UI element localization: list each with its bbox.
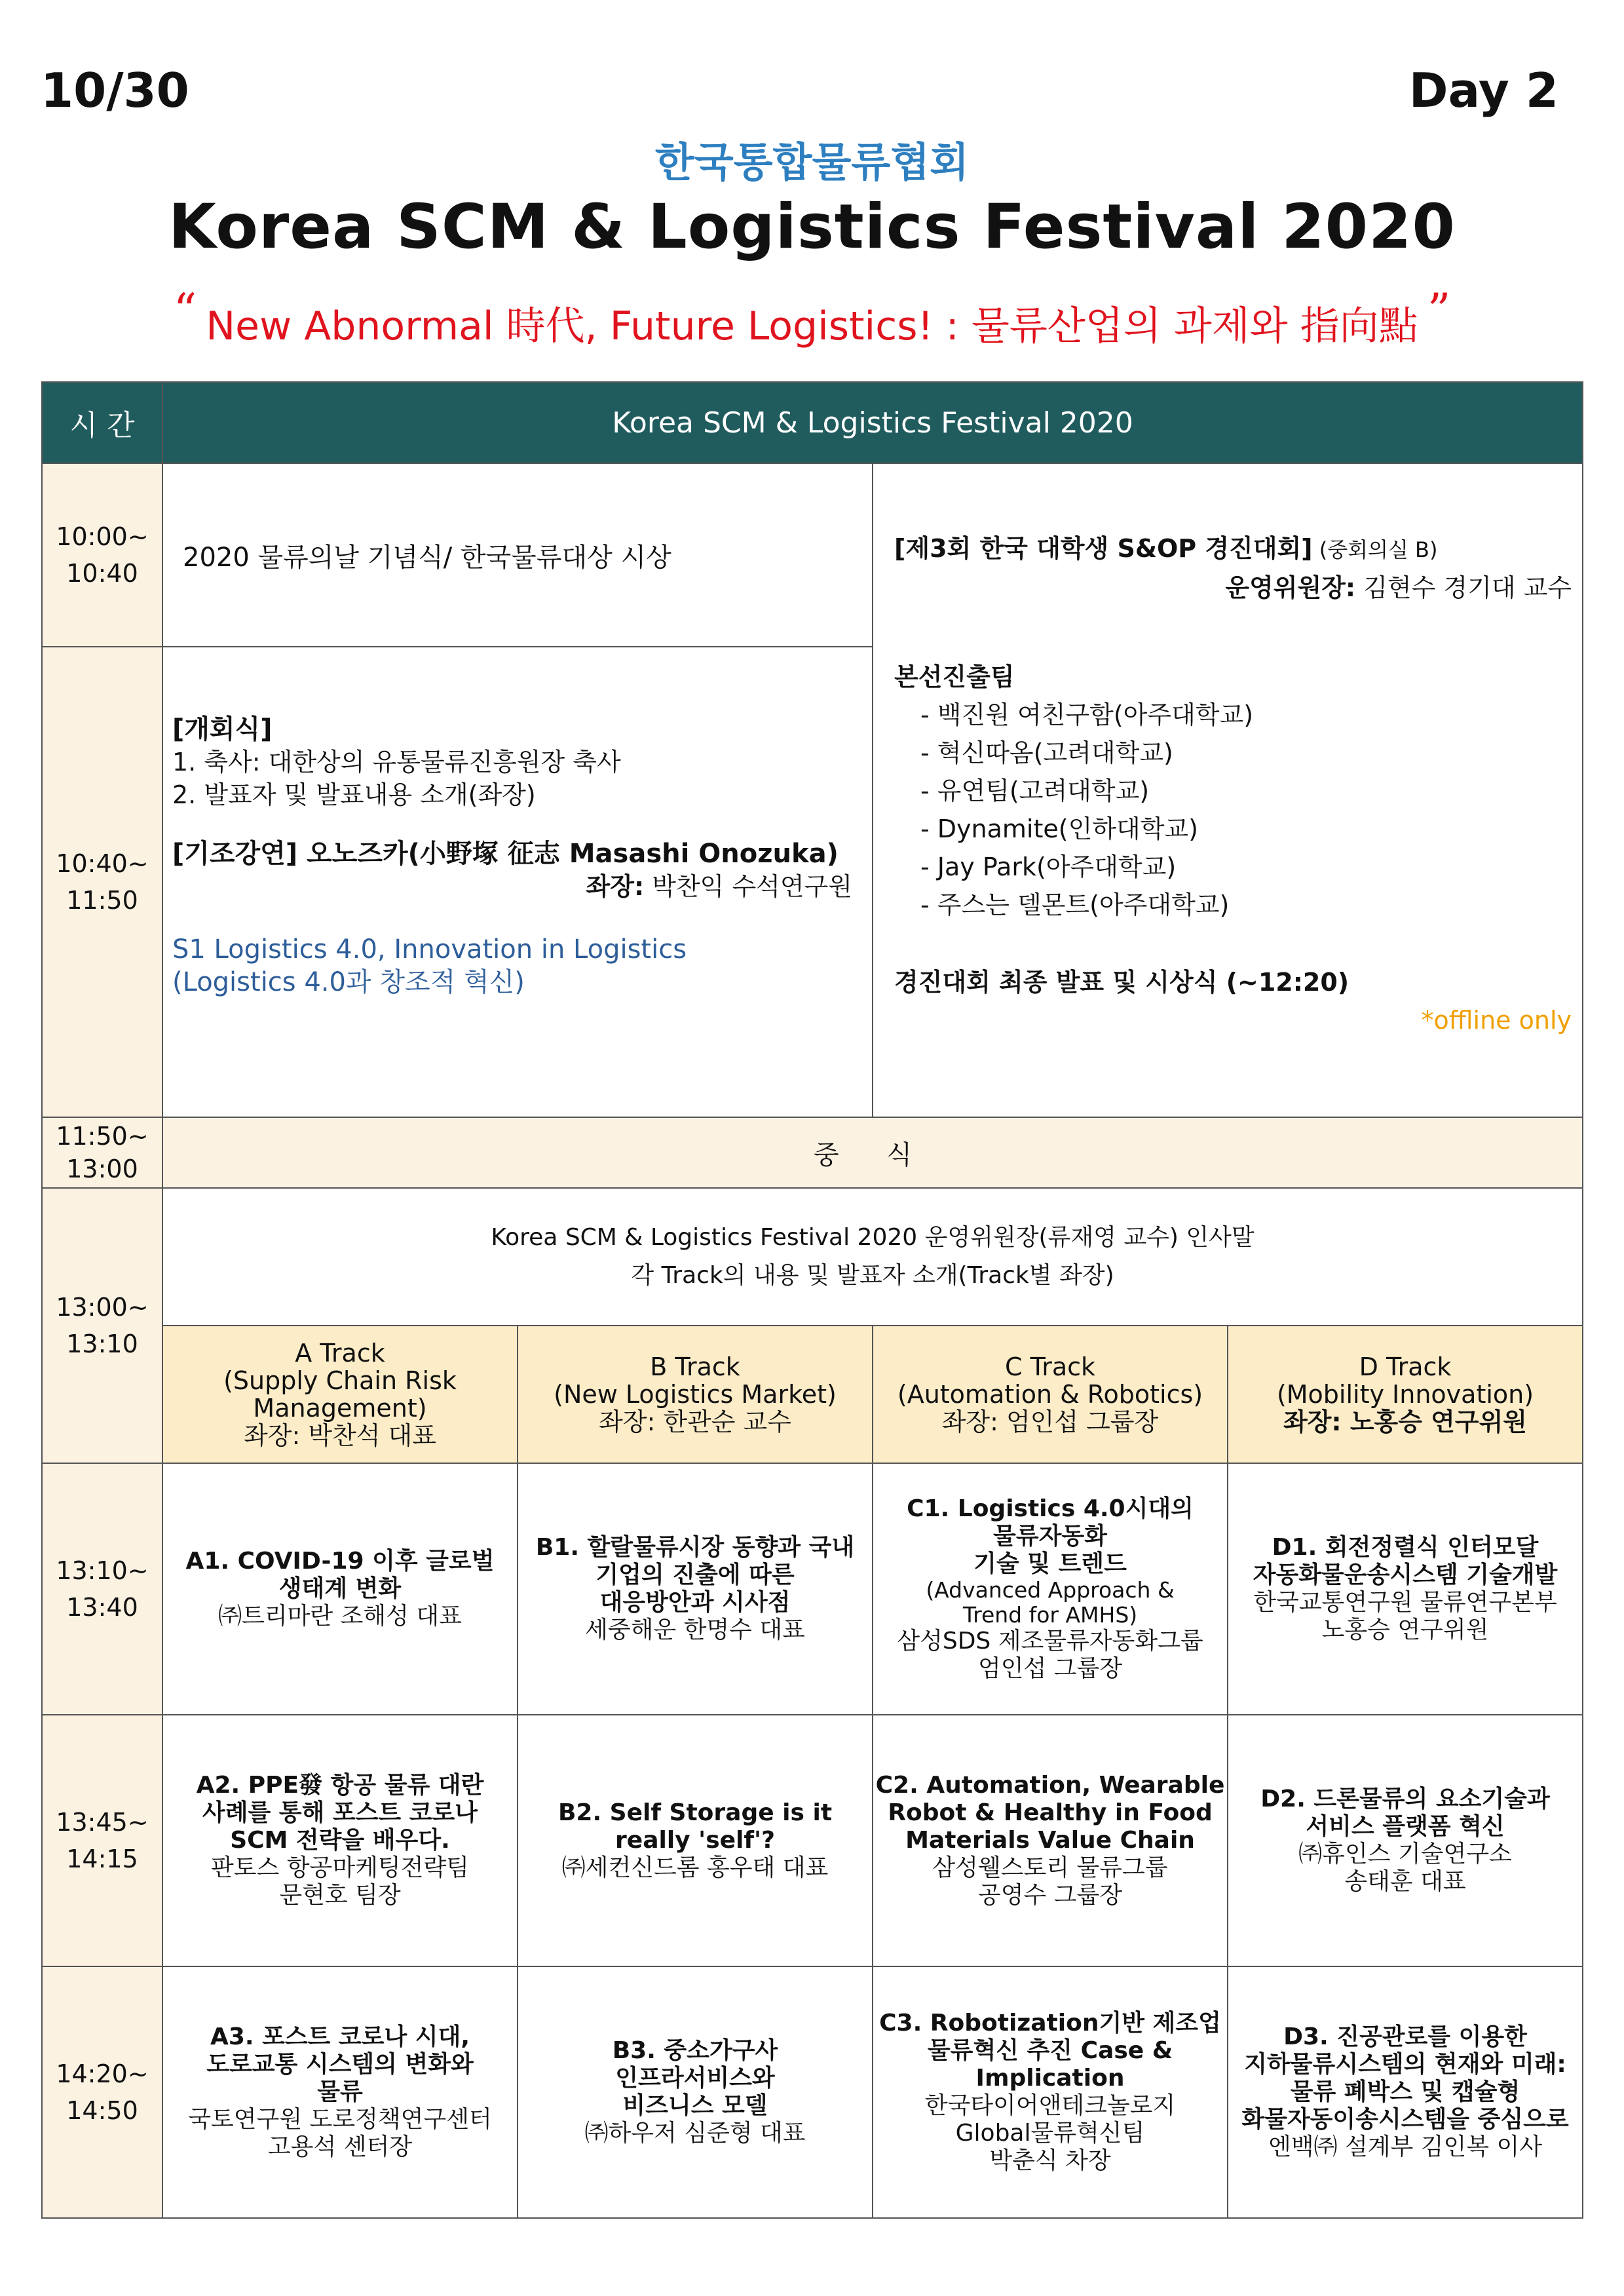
session-b2: B2. Self Storage is it really 'self'? ㈜세컨신드롬 홍우태 대표 <box>518 1715 873 1966</box>
session-a3: A3. 포스트 코로나 시대, 도로교통 시스템의 변화와 물류 국토연구원 도로정책연구센터 고용석 센터장 <box>162 1966 518 2218</box>
close-quote: ” <box>1427 284 1451 337</box>
ceremony-cell <box>162 463 873 647</box>
track-header-row <box>42 1326 1583 1463</box>
list-item: - Dynamite(인하대학교) <box>920 814 1198 843</box>
list-item: - 혁신따옴(고려대학교) <box>920 738 1173 767</box>
greeting-line: Korea SCM & Logistics Festival 2020 운영위원장(류재영 교수) 인사말 <box>491 1224 1255 1251</box>
date: 10/30 <box>41 63 189 118</box>
contest-chair: 운영위원장: 김현수 경기대 교수 <box>1225 573 1572 602</box>
session-a1: A1. COVID-19 이후 글로벌 생태계 변화 ㈜트리마란 조해성 대표 <box>162 1463 518 1715</box>
keynote-title: [기조강연] 오노즈카(小野塚 征志 Masashi Onozuka) <box>172 839 839 869</box>
greeting-cell <box>162 1188 1583 1326</box>
contest-final: 경진대회 최종 발표 및 시상식 (~12:20) <box>894 968 1350 997</box>
day-label: Day 2 <box>1408 63 1558 118</box>
session-c3: C3. Robotization기반 제조업 물류혁신 추진 Case & Implication 한국타이어앤테크놀로지 Global물류혁신팀 박춘식 차장 <box>873 1966 1228 2218</box>
time-cell: 10:00~ 10:40 <box>42 463 162 647</box>
session-d1: D1. 회전정렬식 인터모달 자동화물운송시스템 기술개발 한국교통연구원 물류연구본부 노홍승 연구위원 <box>1228 1463 1583 1715</box>
time-cell: 13:10~ 13:40 <box>42 1463 162 1715</box>
page-title: Korea SCM & Logistics Festival 2020 <box>168 191 1456 263</box>
contest-title: [제3회 한국 대학생 S&OP 경진대회] (중회의실 B) <box>894 534 1438 563</box>
schedule-table <box>41 381 1583 2219</box>
ceremony-text: 2020 물류의날 기념식/ 한국물류대상 시상 <box>183 542 671 573</box>
sop-contest-cell <box>873 463 1583 1117</box>
time-cell: 10:40~ 11:50 <box>42 647 162 1117</box>
table-row <box>42 1463 1583 1715</box>
opening-item: 2. 발표자 및 발표내용 소개(좌장) <box>172 780 536 809</box>
table-row <box>42 1715 1583 1966</box>
session-d2: D2. 드론물류의 요소기술과 서비스 플랫폼 혁신 ㈜휴인스 기술연구소 송태훈 대표 <box>1228 1715 1583 1966</box>
time-cell: 14:20~ 14:50 <box>42 1966 162 2218</box>
opening-item: 1. 축사: 대한상의 유통물류진흥원장 축사 <box>172 748 621 776</box>
list-item: - 유연팀(고려대학교) <box>920 776 1150 805</box>
time-header: 시 간 <box>42 382 162 463</box>
table-row <box>42 1966 1583 2218</box>
offline-note: *offline only <box>1421 1006 1572 1035</box>
session-b1: B1. 할랄물류시장 동향과 국내 기업의 진출에 따른 대응방안과 시사점 세중해운 한명수 대표 <box>518 1463 873 1715</box>
session-a2: A2. PPE發 항공 물류 대란 사례를 통해 포스트 코로나 SCM 전략을 배우다. 판토스 항공마케팅전략팀 문현호 팀장 <box>162 1715 518 1966</box>
session-c1: C1. Logistics 4.0시대의 물류자동화 기술 및 트렌드 (Advanced Approach & Trend for AMHS) 삼성SDS 제조물류자동화그룹 엄인섭 그룹장 <box>873 1463 1228 1715</box>
list-item: - 주스는 델몬트(아주대학교) <box>920 890 1230 919</box>
keynote-chair: 좌장: 박찬익 수석연구원 <box>586 872 852 901</box>
track-c-header: C Track (Automation & Robotics) 좌장: 엄인섭 그룹장 <box>873 1326 1228 1463</box>
session-d3: D3. 진공관로를 이용한 지하물류시스템의 현재와 미래: 물류 폐박스 및 캡슐형 화물자동이송시스템을 중심으로 엔백㈜ 설계부 김인복 이사 <box>1228 1966 1583 2218</box>
finalists-title: 본선진출팀 <box>894 662 1015 691</box>
table-row <box>42 1117 1583 1188</box>
slogan-text: New Abnormal 時代, Future Logistics! : 물류산업의 과제와 指向點 <box>206 303 1418 349</box>
opening-cell <box>162 647 873 1117</box>
table-row <box>42 1188 1583 1326</box>
festival-header: Korea SCM & Logistics Festival 2020 <box>162 382 1583 463</box>
slogan <box>0 284 1624 351</box>
session-c2: C2. Automation, Wearable Robot & Healthy in Food Materials Value Chain 삼성웰스토리 물류그룹 공영수 그룹장 <box>873 1715 1228 1966</box>
s1-session-title: S1 Logistics 4.0, Innovation in Logistics <box>172 934 687 965</box>
table-row <box>42 463 1583 647</box>
open-quote: “ <box>173 284 197 337</box>
finalists-list <box>894 696 1578 924</box>
table-header-row <box>42 382 1583 463</box>
list-item: - 백진원 여친구함(아주대학교) <box>920 700 1254 729</box>
organization-name: 한국통합물류협회 <box>654 138 970 186</box>
time-cell: 13:00~ 13:10 <box>42 1188 162 1463</box>
introduction-line: 각 Track의 내용 및 발표자 소개(Track별 좌장) <box>631 1262 1114 1289</box>
time-cell: 13:45~ 14:15 <box>42 1715 162 1966</box>
track-d-header: D Track (Mobility Innovation) 좌장: 노홍승 연구위원 <box>1228 1326 1583 1463</box>
time-cell: 11:50~ 13:00 <box>42 1117 162 1188</box>
s1-session-subtitle: (Logistics 4.0과 창조적 혁신) <box>172 967 525 997</box>
opening-title: [개회식] <box>172 714 273 744</box>
track-a-header: A Track (Supply Chain Risk Management) 좌장: 박찬석 대표 <box>162 1326 518 1463</box>
session-b3: B3. 중소가구사 인프라서비스와 비즈니스 모델 ㈜하우저 심준형 대표 <box>518 1966 873 2218</box>
lunch-cell: 중 식 <box>162 1117 1583 1188</box>
track-b-header: B Track (New Logistics Market) 좌장: 한관순 교수 <box>518 1326 873 1463</box>
list-item: - Jay Park(아주대학교) <box>920 852 1177 881</box>
